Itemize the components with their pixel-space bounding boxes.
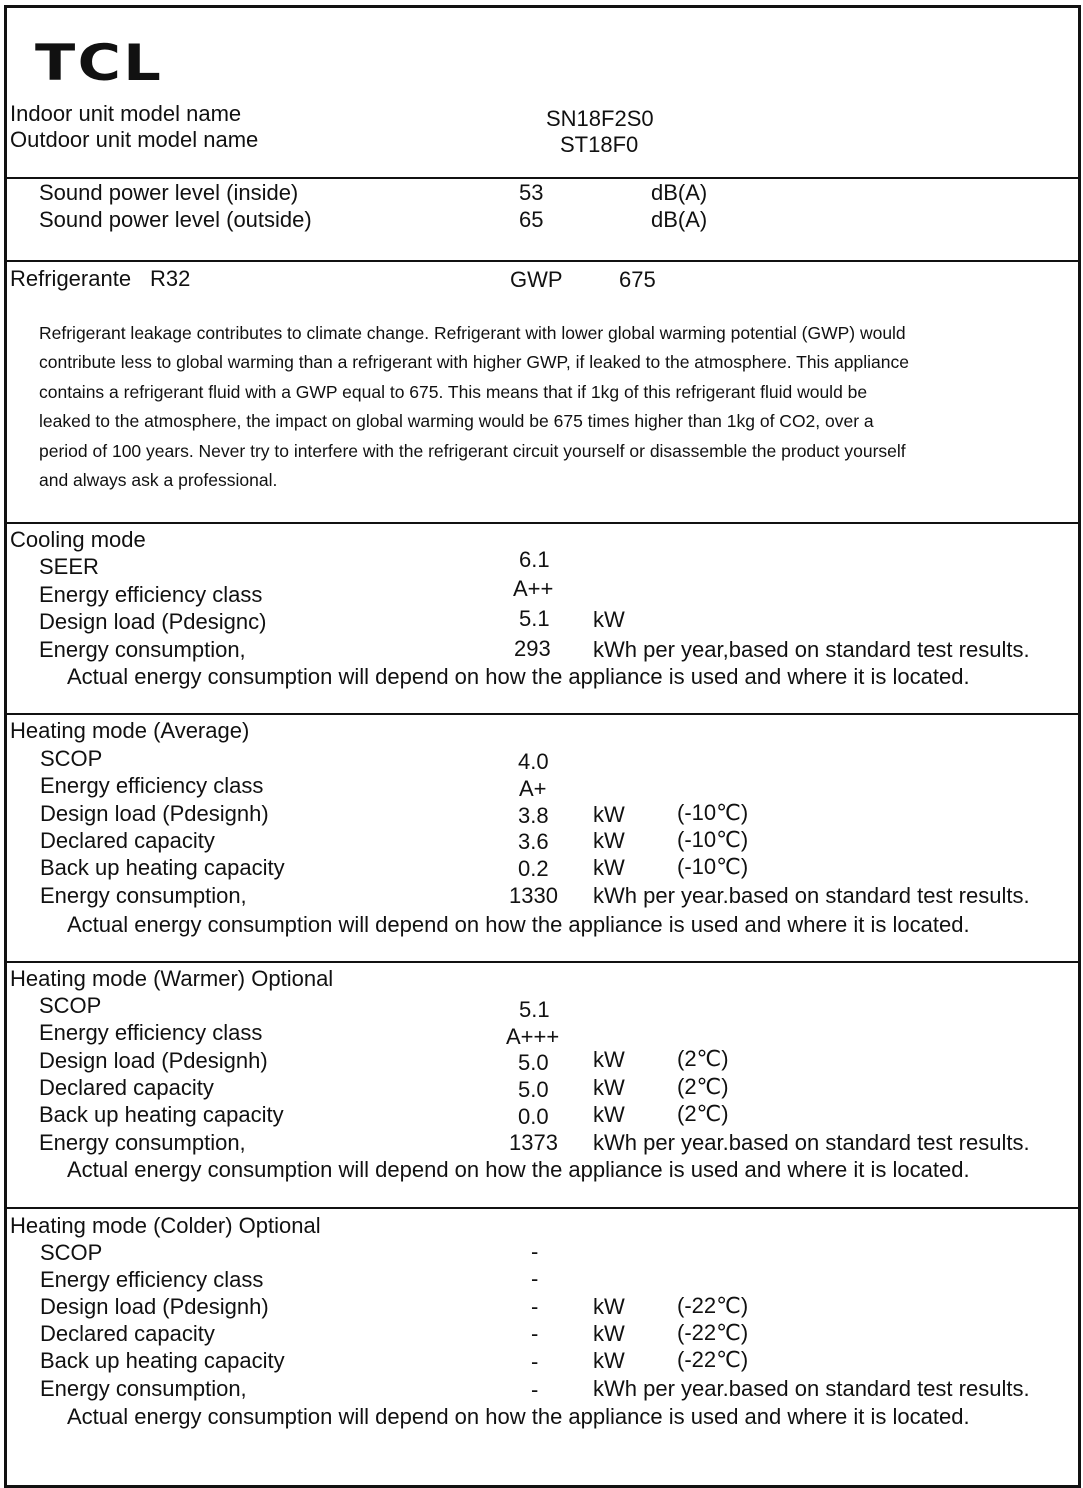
heating-warmer-scop-label: SCOP xyxy=(39,993,102,1018)
sound-outside-value: 65 xyxy=(519,207,544,232)
gwp-label: GWP xyxy=(510,267,563,292)
cooling-class-value: A++ xyxy=(513,576,554,601)
heating-colder-scop-value: - xyxy=(531,1239,539,1264)
sound-inside-value: 53 xyxy=(519,180,544,205)
outdoor-model-label: Outdoor unit model name xyxy=(10,127,259,152)
heating-colder-class-label: Energy efficiency class xyxy=(40,1267,264,1292)
cooling-seer-value: 6.1 xyxy=(519,547,550,572)
heating-colder-backup-label: Back up heating capacity xyxy=(40,1348,285,1373)
sound-inside-unit: dB(A) xyxy=(651,180,708,205)
heating-colder-declared-unit: kW xyxy=(593,1321,625,1346)
indoor-model-label: Indoor unit model name xyxy=(10,101,242,126)
indoor-model-value: SN18F2S0 xyxy=(546,106,654,131)
cooling-class-label: Energy efficiency class xyxy=(39,582,263,607)
divider-heating-warmer xyxy=(7,1207,1078,1209)
heating-average-load-label: Design load (Pdesignh) xyxy=(40,801,269,826)
heating-average-declared-value: 3.6 xyxy=(518,829,549,854)
heating-colder-declared-label: Declared capacity xyxy=(40,1321,215,1346)
heating-average-class-label: Energy efficiency class xyxy=(40,773,264,798)
heating-warmer-load-label: Design load (Pdesignh) xyxy=(39,1048,268,1073)
cooling-load-unit: kW xyxy=(593,607,625,632)
heating-average-consumption-value: 1330 xyxy=(509,883,558,908)
sound-outside-label: Sound power level (outside) xyxy=(39,207,312,232)
gwp-value: 675 xyxy=(619,267,656,292)
heating-colder-title: Heating mode (Colder) Optional xyxy=(10,1213,321,1238)
heating-average-declared-label: Declared capacity xyxy=(40,828,215,853)
heating-warmer-declared-label: Declared capacity xyxy=(39,1075,214,1100)
paragraph-line: Refrigerant leakage contributes to climate change. Refrigerant with lower global warming potential (GWP) would xyxy=(39,323,906,343)
heating-average-declared-temp: (-10℃) xyxy=(677,827,749,852)
heating-colder-declared-temp: (-22℃) xyxy=(677,1320,749,1345)
heating-colder-load-label: Design load (Pdesignh) xyxy=(40,1294,269,1319)
heating-average-load-unit: kW xyxy=(593,802,625,827)
heating-colder-declared-value: - xyxy=(531,1321,539,1346)
tcl-logo: TCL xyxy=(35,34,164,92)
heating-average-load-value: 3.8 xyxy=(518,803,549,828)
heating-colder-load-temp: (-22℃) xyxy=(677,1293,749,1318)
heating-colder-consumption-unit: kWh per year.based on standard test results. xyxy=(593,1376,1030,1401)
cooling-load-value: 5.1 xyxy=(519,606,550,631)
heating-average-class-value: A+ xyxy=(519,776,547,801)
paragraph-line: period of 100 years. Never try to interfere with the refrigerant circuit yourself or disassemble the product yourself xyxy=(39,440,906,461)
heating-warmer-consumption-value: 1373 xyxy=(509,1130,558,1155)
heating-average-consumption-label: Energy consumption, xyxy=(40,883,247,908)
heating-average-backup-temp: (-10℃) xyxy=(677,854,749,879)
refrigerant-paragraph xyxy=(39,319,939,495)
cooling-load-label: Design load (Pdesignc) xyxy=(39,609,267,634)
sound-outside-unit: dB(A) xyxy=(651,207,708,232)
heating-average-scop-label: SCOP xyxy=(40,746,103,771)
heating-colder-backup-value: - xyxy=(531,1349,539,1374)
heating-average-backup-unit: kW xyxy=(593,855,625,880)
heating-average-backup-value: 0.2 xyxy=(518,856,549,881)
heating-warmer-class-value: A+++ xyxy=(506,1024,560,1049)
heating-average-consumption-unit: kWh per year.based on standard test results. xyxy=(593,883,1030,908)
heating-colder-consumption-value: - xyxy=(531,1377,539,1402)
divider-refrigerant xyxy=(7,522,1078,524)
heating-warmer-load-unit: kW xyxy=(593,1047,625,1072)
refrigerant-label: Refrigerante xyxy=(10,266,132,291)
cooling-note: Actual energy consumption will depend on how the appliance is used and where it is located. xyxy=(67,664,970,689)
heating-warmer-title: Heating mode (Warmer) Optional xyxy=(10,966,334,991)
heating-warmer-consumption-label: Energy consumption, xyxy=(39,1130,246,1155)
cooling-title: Cooling mode xyxy=(10,527,146,552)
paragraph-line: contains a refrigerant fluid with a GWP equal to 675. This means that if 1kg of this refrigerant fluid would be xyxy=(39,381,868,402)
heating-colder-backup-temp: (-22℃) xyxy=(677,1347,749,1372)
heating-colder-consumption-label: Energy consumption, xyxy=(40,1376,247,1401)
heating-warmer-consumption-unit: kWh per year.based on standard test results. xyxy=(593,1130,1030,1155)
heating-average-backup-label: Back up heating capacity xyxy=(40,855,285,880)
paragraph-line: and always ask a professional. xyxy=(39,470,278,491)
heating-average-scop-value: 4.0 xyxy=(518,749,549,774)
heating-warmer-declared-unit: kW xyxy=(593,1075,625,1100)
heating-warmer-declared-value: 5.0 xyxy=(518,1077,549,1102)
sound-inside-label: Sound power level (inside) xyxy=(39,180,299,205)
outdoor-model-value: ST18F0 xyxy=(560,132,639,157)
cooling-consumption-label: Energy consumption, xyxy=(39,637,246,662)
divider-sound xyxy=(7,260,1078,262)
heating-warmer-backup-unit: kW xyxy=(593,1102,625,1127)
heating-colder-load-unit: kW xyxy=(593,1294,625,1319)
heating-colder-scop-label: SCOP xyxy=(40,1240,103,1265)
cooling-seer-label: SEER xyxy=(39,554,99,579)
cooling-consumption-value: 293 xyxy=(514,636,551,661)
cooling-consumption-unit: kWh per year,based on standard test results. xyxy=(593,637,1030,662)
heating-average-load-temp: (-10℃) xyxy=(677,800,749,825)
heating-warmer-class-label: Energy efficiency class xyxy=(39,1020,263,1045)
heating-colder-class-value: - xyxy=(531,1266,539,1291)
refrigerant-type: R32 xyxy=(150,266,191,291)
heating-colder-backup-unit: kW xyxy=(593,1348,625,1373)
heating-warmer-load-value: 5.0 xyxy=(518,1050,549,1075)
heating-warmer-declared-temp: (2℃) xyxy=(677,1074,729,1099)
energy-label-sheet xyxy=(4,5,1081,1488)
heating-average-title: Heating mode (Average) xyxy=(10,718,250,743)
heating-warmer-scop-value: 5.1 xyxy=(519,997,550,1022)
paragraph-line: leaked to the atmosphere, the impact on global warming would be 675 times higher than 1kg of CO2, over a xyxy=(39,411,874,432)
divider-models xyxy=(7,177,1078,179)
heating-average-note: Actual energy consumption will depend on how the appliance is used and where it is located. xyxy=(67,912,970,937)
heating-colder-load-value: - xyxy=(531,1294,539,1319)
heating-warmer-backup-value: 0.0 xyxy=(518,1104,549,1129)
paragraph-line: contribute less to global warming than a refrigerant with higher GWP, if leaked to the atmosphere. This appliance xyxy=(39,352,909,373)
heating-warmer-load-temp: (2℃) xyxy=(677,1046,729,1071)
divider-cooling xyxy=(7,713,1078,715)
heating-average-declared-unit: kW xyxy=(593,828,625,853)
divider-heating-average xyxy=(7,961,1078,963)
heating-warmer-backup-temp: (2℃) xyxy=(677,1101,729,1126)
heating-colder-note: Actual energy consumption will depend on how the appliance is used and where it is located. xyxy=(67,1404,970,1429)
heating-warmer-note: Actual energy consumption will depend on how the appliance is used and where it is located. xyxy=(67,1157,970,1182)
heating-warmer-backup-label: Back up heating capacity xyxy=(39,1102,284,1127)
